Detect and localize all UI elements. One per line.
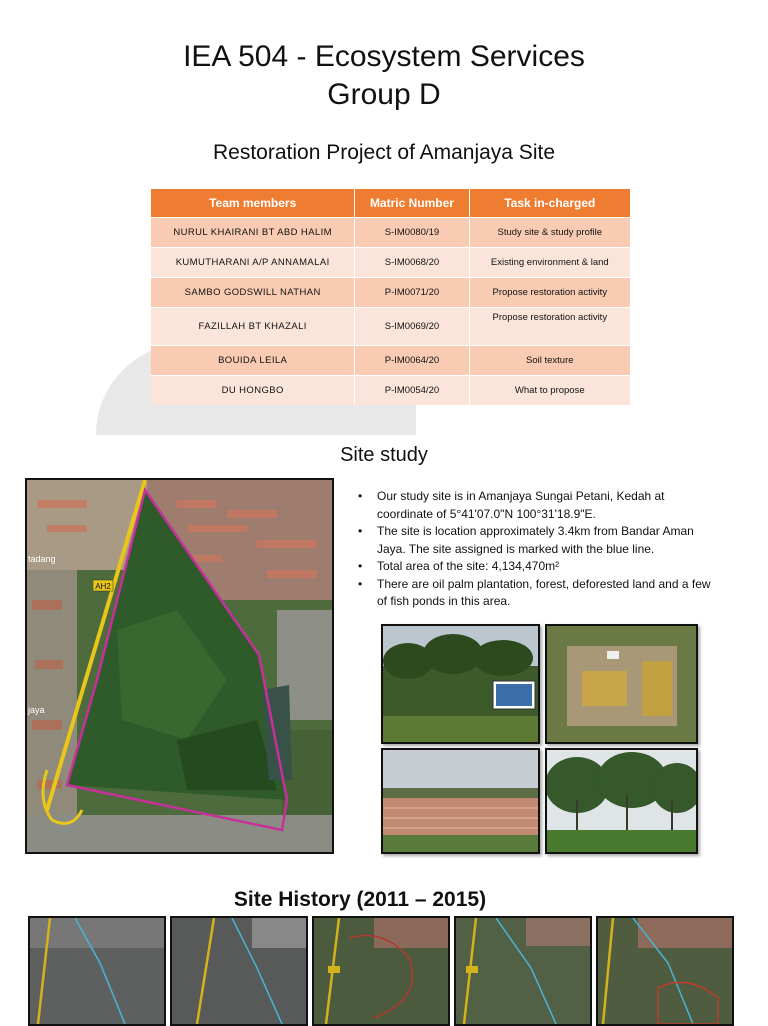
task: Soil texture xyxy=(469,346,630,376)
table-row xyxy=(151,346,631,376)
column-header-matric-number: Matric Number xyxy=(355,189,469,218)
history-image-2012 xyxy=(170,916,308,1026)
table-row xyxy=(151,218,631,248)
task: Study site & study profile xyxy=(469,218,630,248)
site-satellite-map xyxy=(25,478,334,854)
member-name: KUMUTHARANI A/P ANNAMALAI xyxy=(151,248,355,278)
task: Propose restoration activity xyxy=(469,278,630,308)
table-row xyxy=(151,308,631,346)
member-name: FAZILLAH BT KHAZALI xyxy=(151,308,355,346)
member-name: BOUIDA LEILA xyxy=(151,346,355,376)
table-row xyxy=(151,278,631,308)
member-name: DU HONGBO xyxy=(151,376,355,406)
site-history-heading: Site History (2011 – 2015) xyxy=(233,888,487,911)
table-row xyxy=(151,248,631,278)
history-image-2013 xyxy=(312,916,450,1026)
history-image-2011 xyxy=(28,916,166,1026)
matric-number: S-IM0069/20 xyxy=(355,308,469,346)
title-line-1: IEA 504 - Ecosystem Services xyxy=(183,40,585,73)
column-header-team-members: Team members xyxy=(151,189,355,218)
bullet-item: • There are oil palm plantation, forest, deforested land and a few of fish ponds in this area. xyxy=(358,576,718,611)
member-name: SAMBO GODSWILL NATHAN xyxy=(151,278,355,308)
site-study-bullets xyxy=(358,488,718,611)
member-name: NURUL KHAIRANI BT ABD HALIM xyxy=(151,218,355,248)
team-table-header-row xyxy=(151,189,631,218)
bullet-item: • The site is location approximately 3.4km from Bandar Aman Jaya. The site assigned is marked with the blue line. xyxy=(358,523,718,558)
history-image-2015 xyxy=(596,916,734,1026)
title-line-2: Group D xyxy=(327,78,441,111)
column-header-task: Task in-charged xyxy=(469,189,630,218)
table-row xyxy=(151,376,631,406)
photo-oil-palm xyxy=(381,624,540,744)
map-place-label: jaya xyxy=(28,705,45,715)
page-title xyxy=(0,38,768,114)
task: Propose restoration activity xyxy=(469,308,630,346)
task: Existing environment & land xyxy=(469,248,630,278)
page-subtitle: Restoration Project of Amanjaya Site xyxy=(212,141,555,164)
matric-number: P-IM0054/20 xyxy=(355,376,469,406)
bullet-item: • Total area of the site: 4,134,470m² xyxy=(358,558,718,576)
map-place-label: tadang xyxy=(28,554,56,564)
matric-number: P-IM0071/20 xyxy=(355,278,469,308)
matric-number: S-IM0068/20 xyxy=(355,248,469,278)
road-marker-label: AH2 xyxy=(95,582,111,591)
site-study-heading: Site study xyxy=(340,444,428,466)
bullet-item: • Our study site is in Amanjaya Sungai Petani, Kedah at coordinate of 5°41'07.0"N 100°31'18.9"E. xyxy=(358,488,718,523)
matric-number: S-IM0080/19 xyxy=(355,218,469,248)
team-table xyxy=(151,189,631,405)
matric-number: P-IM0064/20 xyxy=(355,346,469,376)
photo-fish-ponds xyxy=(545,624,698,744)
photo-forest xyxy=(545,748,698,854)
task: What to propose xyxy=(469,376,630,406)
photo-deforested-land xyxy=(381,748,540,854)
history-image-2014 xyxy=(454,916,592,1026)
